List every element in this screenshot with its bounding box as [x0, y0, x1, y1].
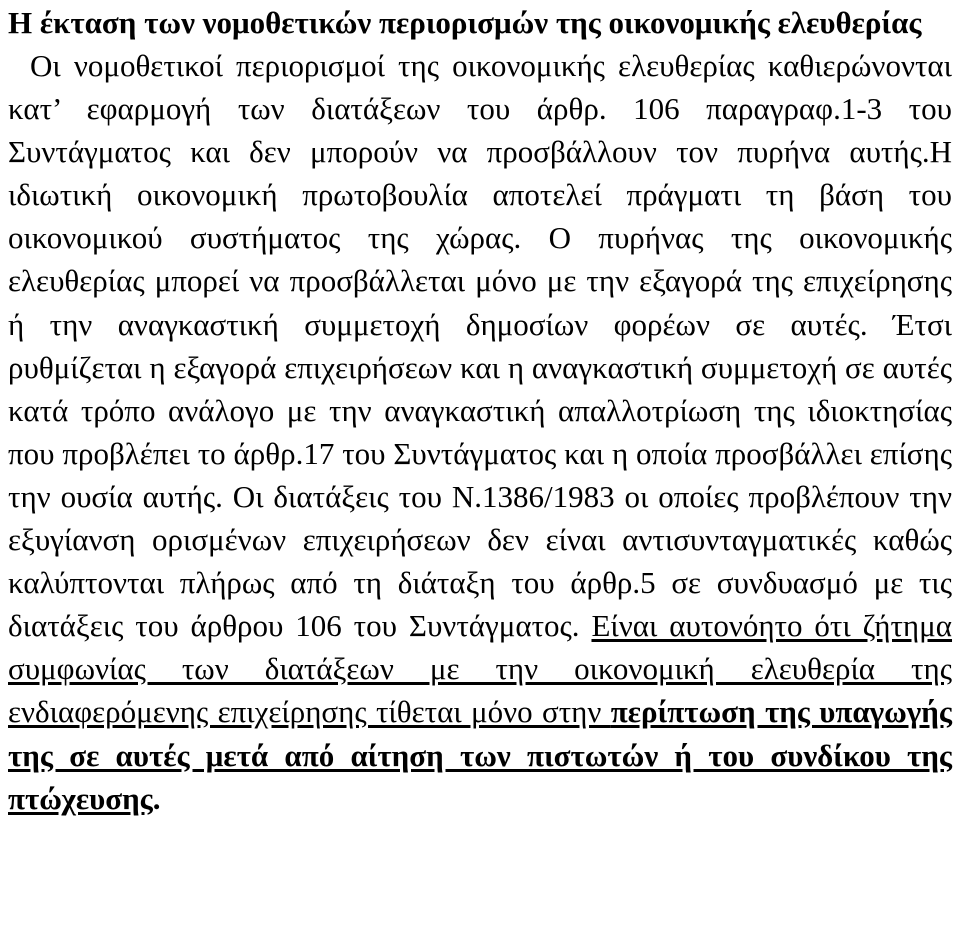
underlined-bold-phrase: περίπτωση της υπαγωγής της σε αυτές μετά από αίτηση των πιστωτών ή του συνδίκου της πτώχευσης — [8, 694, 952, 816]
closing-period: . — [152, 780, 161, 816]
underlined-sentence: Είναι αυτονόητο ότι ζήτημα συμφωνίας των διατάξεων με την οικονομική ελευθερία της ενδιαφερόμενης επιχείρησης τίθεται μόνο στην — [8, 608, 953, 730]
paragraph-intro: Οι νομοθετικοί περιορισμοί της οικονομικής ελευθερίας καθιερώνονται κατ’ εφαρμογή των διατάξεων του άρθρ. 106 παραγραφ.1-3 του Συντάγματος και δεν μπορούν να προσβάλλουν τον πυρήνα αυτής.Η ιδιωτική οικονομική πρωτοβουλία αποτελεί πράγματι τη βάση του οικονομικού συστήματος της χώρας. Ο πυρήνας της οικονομικής ελευθερίας μπορεί να προσβάλλεται μόνο με την εξαγορά της επιχείρησης ή την αναγκαστική συμμετοχή δημοσίων φορέων σε αυτές. Έτσι ρυθμίζεται η εξαγορά επιχειρήσεων και η αναγκαστική συμμετοχή σε αυτές κατά τρόπο ανάλογο με την αναγκαστική απαλλοτρίωση της ιδιοκτησίας που προβλέπει το άρθρ.17 του Συντάγματος και η οποία προσβάλλει επίσης την ουσία αυτής. Οι διατάξεις του Ν.1386/1983 οι οποίες προβλέπουν την εξυγίανση ορισμένων επιχειρήσεων δεν είναι αντισυνταγματικές καθώς καλύπτονται πλήρως από τη διάταξη του άρθρ.5 σε συνδυασμό με τις διατάξεις του άρθρου 106 του Συντάγματος. — [8, 48, 952, 644]
section-heading: Η έκταση των νομοθετικών περιορισμών της οικονομικής ελευθερίας — [8, 5, 922, 40]
body-paragraph — [8, 44, 952, 820]
